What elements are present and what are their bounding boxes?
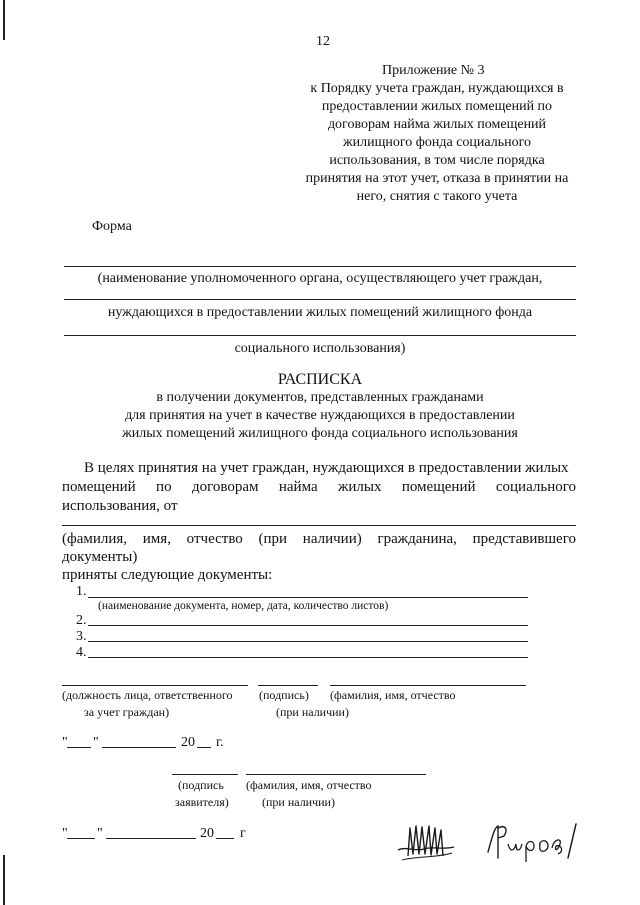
subtitle-line: в получении документов, представленных гражданами (156, 390, 484, 405)
appendix-line: к Порядку учета граждан, нуждающихся в (310, 81, 564, 96)
applicant-name-line (62, 525, 576, 526)
applicant-signature-caption: заявителя) (175, 795, 229, 809)
subtitle-line: для принятия на учет в качестве нуждающихся в предоставлении (125, 408, 515, 423)
date-year-suffix: г. (216, 735, 224, 750)
official-signature-caption: (подпись) (259, 688, 309, 702)
handwritten-signature-2 (484, 818, 588, 868)
official-position-caption: (должность лица, ответственного (62, 688, 233, 702)
form-label: Форма (92, 219, 132, 234)
document-line (88, 625, 528, 626)
accepted-documents-label: приняты следующие документы: (62, 567, 273, 583)
document-number: 1. (76, 584, 87, 599)
authority-line (64, 299, 576, 300)
document-caption: (наименование документа, номер, дата, количество листов) (98, 600, 389, 612)
document-line (88, 657, 528, 658)
appendix-line: жилищного фонда социального (342, 135, 531, 150)
appendix-line: него, снятия с такого учета (356, 189, 518, 204)
fio-caption: документы) (62, 549, 138, 565)
appendix-line: принятия на этот учет, отказа в принятии на (305, 171, 569, 186)
appendix-line: использования, в том числе порядка (329, 153, 545, 168)
subtitle-line: жилых помещений жилищного фонда социального использования (122, 426, 518, 441)
official-name-caption: (фамилия, имя, отчество (330, 688, 456, 702)
date-quote: " (97, 826, 103, 841)
document-number: 3. (76, 629, 87, 644)
official-name-caption: (при наличии) (276, 705, 349, 719)
date-day-line (67, 747, 91, 748)
date-year-suffix: г (240, 826, 246, 841)
authority-caption: (наименование уполномоченного органа, осуществляющего учет граждан, (97, 271, 543, 286)
page-number: 12 (316, 34, 330, 49)
authority-line (64, 335, 576, 336)
document-number: 4. (76, 645, 87, 660)
date-year-line (216, 838, 234, 839)
official-position-caption: за учет граждан) (84, 705, 170, 719)
scan-edge-mark (3, 0, 5, 40)
document-number: 2. (76, 613, 87, 628)
body-line: помещений по договорам найма жилых помещений социального (62, 479, 576, 495)
applicant-signature-caption: (подпись (178, 778, 224, 792)
appendix-line: договорам найма жилых помещений (327, 117, 547, 132)
date-day-line (67, 838, 95, 839)
date-month-line (102, 747, 176, 748)
authority-caption: социального использования) (234, 341, 406, 356)
authority-caption: нуждающихся в предоставлении жилых помещений жилищного фонда (107, 305, 533, 320)
applicant-signature-line (172, 774, 238, 775)
appendix-title: Приложение № 3 (382, 63, 485, 78)
date-quote: " (62, 735, 68, 750)
date-quote: " (93, 735, 99, 750)
date-year-prefix: 20 (200, 826, 214, 841)
date-quote: " (62, 826, 68, 841)
document-line (88, 641, 528, 642)
official-signature-line (258, 685, 318, 686)
date-month-line (106, 838, 196, 839)
document-line (88, 597, 528, 598)
date-year-prefix: 20 (181, 735, 195, 750)
scan-edge-mark (3, 855, 5, 905)
official-name-line (330, 685, 526, 686)
applicant-name-caption: (при наличии) (262, 795, 335, 809)
body-line: использования, от (62, 498, 178, 514)
official-position-line (62, 685, 248, 686)
authority-line (64, 266, 576, 267)
date-year-line (197, 747, 211, 748)
appendix-line: предоставлении жилых помещений по (321, 99, 553, 114)
handwritten-signature-1 (396, 816, 458, 864)
body-line: В целях принятия на учет граждан, нуждающихся в предоставлении жилых (84, 460, 569, 476)
fio-caption: (фамилия, имя, отчество (при наличии) гражданина, представившего (62, 531, 576, 547)
applicant-name-line-2 (246, 774, 426, 775)
document-title: РАСПИСКА (277, 371, 363, 388)
applicant-name-caption: (фамилия, имя, отчество (246, 778, 372, 792)
